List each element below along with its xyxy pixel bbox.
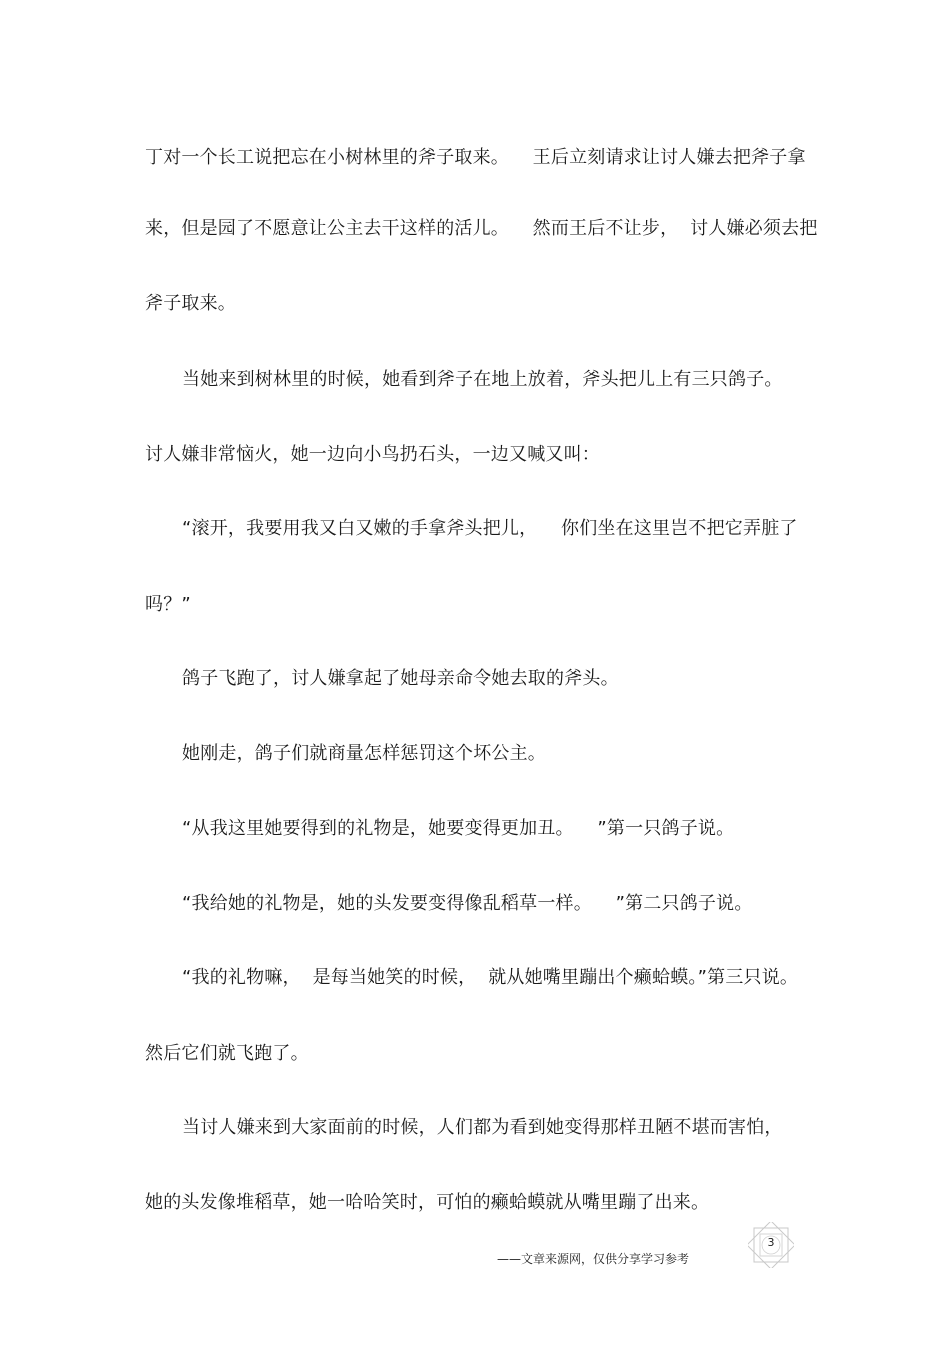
text-line: 然后它们就飞跑了。 — [145, 1043, 309, 1064]
text-line: 丁对一个长工说把忘在小树林里的斧子取来。 王后立刻请求让讨人嫌去把斧子拿 — [145, 147, 806, 168]
page-number: 3 — [767, 1236, 775, 1249]
text-line: “从我这里她要得到的礼物是，她要变得更加丑。 ”第一只鸽子说。 — [182, 818, 735, 839]
text-line: 鸽子飞跑了，讨人嫌拿起了她母亲命令她去取的斧头。 — [182, 668, 619, 689]
text-line: 吗？” — [145, 594, 191, 615]
text-line: 她的头发像堆稻草，她一哈哈笑时，可怕的癞蛤蟆就从嘴里蹦了出来。 — [145, 1192, 710, 1213]
source-footer: ——文章来源网，仅供分享学习参考 — [497, 1252, 690, 1266]
text-line: “滚开，我要用我又白又嫩的手拿斧头把儿， 你们坐在这里岂不把它弄脏了 — [182, 518, 798, 539]
text-line: 她刚走，鸽子们就商量怎样惩罚这个坏公主。 — [182, 743, 546, 764]
text-line: 来，但是园了不愿意让公主去干这样的活儿。 然而王后不让步， 讨人嫌必须去把 — [145, 218, 818, 239]
text-line: 当她来到树林里的时候，她看到斧子在地上放着，斧头把儿上有三只鸽子。 — [182, 369, 783, 390]
text-line: “我给她的礼物是，她的头发要变得像乱稻草一样。 ”第二只鸽子说。 — [182, 893, 753, 914]
text-line: “我的礼物嘛， 是每当她笑的时候， 就从她嘴里蹦出个癞蛤蟆。”第三只说。 — [182, 967, 799, 988]
page-number-badge — [748, 1222, 794, 1268]
text-line: 斧子取来。 — [145, 293, 236, 314]
text-line: 当讨人嫌来到大家面前的时候，人们都为看到她变得那样丑陋不堪而害怕， — [182, 1117, 783, 1138]
text-line: 讨人嫌非常恼火，她一边向小鸟扔石头，一边又喊又叫： — [145, 444, 600, 465]
